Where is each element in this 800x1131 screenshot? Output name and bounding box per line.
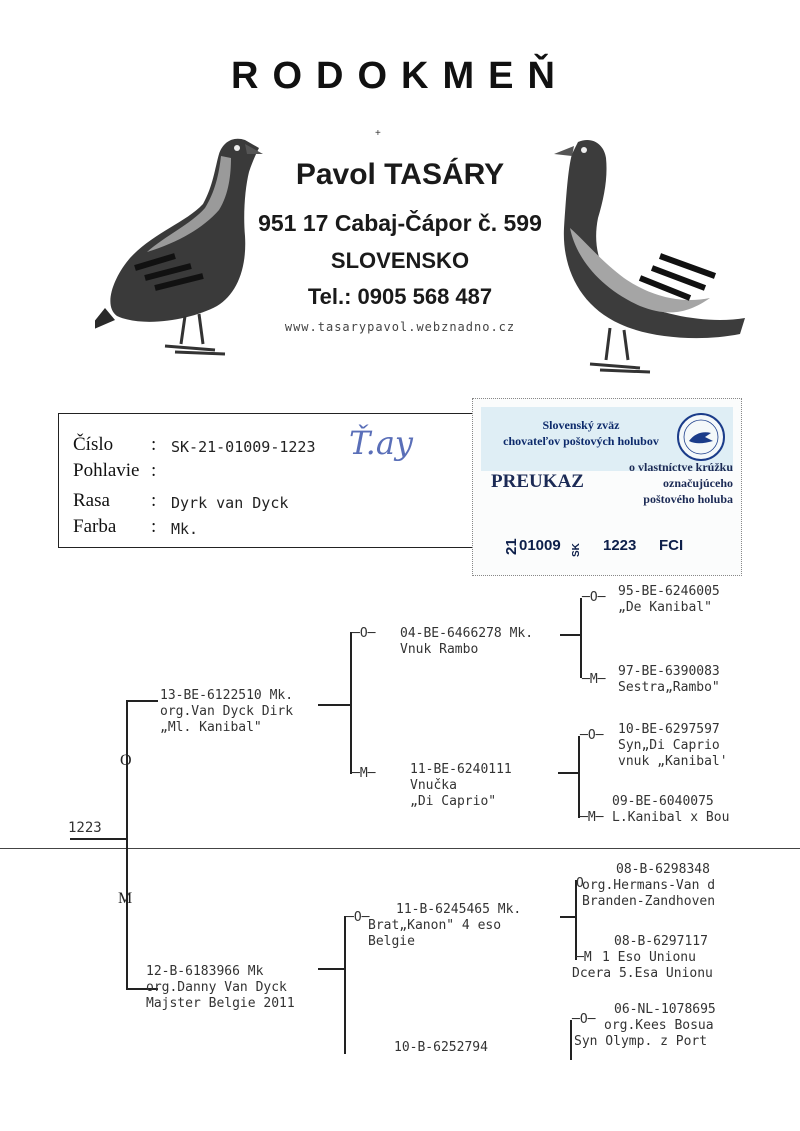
ring-number: 01009: [519, 537, 561, 554]
card-desc-line: označujúceho: [663, 476, 733, 490]
mother-entry: [146, 964, 295, 1012]
fm-ring: 11-BE-6240111: [410, 762, 512, 777]
fmf-mark: O: [587, 728, 596, 743]
card-org-name: [481, 417, 681, 449]
ring-fci: FCI: [659, 537, 684, 554]
mmf-entry: [574, 1002, 716, 1050]
fmm-entry: [612, 794, 729, 826]
ffm-mark: M: [589, 672, 598, 687]
fm-mark-line: ─M─: [352, 766, 376, 781]
mf-ring: 11-B-6245465 Mk.: [396, 902, 522, 917]
mfm-entry: [572, 934, 713, 982]
ownership-card: [472, 398, 742, 576]
mother-out-line: [318, 968, 346, 970]
fm-out-line: [558, 772, 580, 774]
mf-mark-line: ─O─: [346, 910, 370, 925]
cislo-value: SK-21-01009-1223: [171, 438, 316, 456]
mother-bracket: [344, 916, 346, 1054]
mm-entry: [394, 1040, 488, 1056]
father-mark: O: [120, 752, 132, 769]
mf-mark: O: [353, 910, 362, 925]
handwritten-signature: Ť.ay: [349, 424, 413, 462]
mother-mark: M: [118, 890, 133, 907]
ffm-mark-line: ─M─: [582, 672, 606, 687]
ff-entry: [400, 626, 533, 658]
card-org-line: Slovenský zväz: [542, 418, 620, 432]
cislo-label: Číslo: [73, 434, 114, 455]
ffm-entry: [618, 664, 720, 696]
owner-country: SLOVENSKO: [330, 248, 470, 273]
father-nickname: „Ml. Kanibal": [160, 720, 262, 735]
mf-out-line: [560, 916, 576, 918]
ff-note: Vnuk Rambo: [400, 642, 479, 657]
father-breeder: org.Van Dyck Dirk: [160, 704, 294, 719]
ff-mark-line: ─O─: [352, 626, 376, 641]
rasa-label: Rasa: [73, 490, 110, 511]
mother-note: Majster Belgie 2011: [146, 996, 295, 1011]
ring-country: SK: [571, 543, 582, 557]
fmm-mark-line: ─M─: [580, 810, 604, 825]
root-ring: 1223: [68, 820, 102, 836]
mff-ring: 08-B-6298348: [616, 862, 710, 877]
ring-year: 21: [503, 538, 520, 555]
ring-id: 1223: [603, 537, 637, 554]
card-description: [593, 459, 733, 507]
ff-bracket: [580, 598, 582, 678]
farba-value: Mk.: [171, 520, 199, 538]
mother-breeder: org.Danny Van Dyck: [146, 980, 287, 995]
fff-ring: 95-BE-6246005: [618, 584, 720, 599]
owner-name: Pavol TASÁRY: [295, 158, 505, 191]
mfm-mark: M: [583, 950, 592, 965]
mff-breeder: org.Hermans-Van d: [582, 878, 716, 893]
pohlavie-label: Pohlavie: [73, 460, 140, 481]
fmf-note2: vnuk „Kanibal': [618, 754, 728, 769]
fff-entry: [618, 584, 720, 616]
colon: :: [151, 490, 157, 511]
fm-nickname: „Di Caprio": [410, 794, 497, 809]
fmf-ring: 10-BE-6297597: [618, 722, 720, 737]
ff-out-line: [560, 634, 582, 636]
mff-entry: [582, 862, 715, 910]
fm-bracket: [578, 736, 580, 818]
father-connector: [126, 700, 158, 702]
ff-mark: O: [359, 626, 368, 641]
mm-ring: 10-B-6252794: [394, 1040, 488, 1055]
father-out-line: [318, 704, 352, 706]
mfm-note2: Dcera 5.Esa Unionu: [572, 966, 713, 981]
document-title: RODOKMEŇ: [231, 55, 569, 97]
fmf-mark-line: ─O─: [580, 728, 604, 743]
mfm-ring: 08-B-6297117: [614, 934, 708, 949]
card-desc-line: o vlastníctve krúžku: [628, 460, 733, 474]
mmf-mark: O: [579, 1012, 588, 1027]
fmm-ring: 09-BE-6040075: [612, 794, 714, 809]
father-entry: [160, 688, 293, 736]
root-connector: [70, 838, 128, 840]
fold-line: [0, 848, 800, 849]
fff-note: „De Kanibal": [618, 600, 712, 615]
fmm-mark: M: [587, 810, 596, 825]
fff-mark: O: [589, 590, 598, 605]
stray-mark: +: [375, 128, 381, 139]
fm-note: Vnučka: [410, 778, 457, 793]
mmf-breeder: org.Kees Bosua: [604, 1018, 714, 1033]
ffm-note: Sestra„Rambo": [618, 680, 720, 695]
fff-mark-line: ─O─: [582, 590, 606, 605]
fmm-note: L.Kanibal x Bou: [612, 810, 730, 825]
fmf-entry: [618, 722, 728, 770]
mf-note2: Belgie: [368, 934, 415, 949]
mff-mark: O: [576, 876, 584, 891]
owner-address: 951 17 Cabaj-Čápor č. 599: [258, 210, 542, 236]
father-ring: 13-BE-6122510 Mk.: [160, 688, 294, 703]
owner-website: www.tasarypavol.webznadno.cz: [284, 320, 516, 334]
mff-breeder2: Branden-Zandhoven: [582, 894, 716, 909]
mmf-ring: 06-NL-1078695: [614, 1002, 716, 1017]
rasa-value: Dyrk van Dyck: [171, 494, 289, 512]
colon: :: [151, 434, 157, 455]
mfm-mark-line: ─M: [576, 950, 592, 965]
colon: :: [151, 516, 157, 537]
mmf-mark-line: ─O─: [572, 1012, 596, 1027]
pigeon-info-box: [58, 413, 478, 548]
mmf-note: Syn Olymp. z Port: [574, 1034, 708, 1049]
ff-ring: 04-BE-6466278 Mk.: [400, 626, 534, 641]
card-desc-line: poštového holuba: [643, 492, 733, 506]
mother-ring: 12-B-6183966 Mk: [146, 964, 264, 979]
ffm-ring: 97-BE-6390083: [618, 664, 720, 679]
father-bracket: [350, 632, 352, 774]
mfm-note: 1 Eso Unionu: [602, 950, 696, 965]
colon: :: [151, 460, 157, 481]
dove-logo-icon: [675, 411, 727, 463]
farba-label: Farba: [73, 516, 117, 537]
parents-bracket: [126, 700, 128, 990]
fmf-note: Syn„Di Caprio: [618, 738, 720, 753]
card-title: PREUKAZ: [491, 471, 584, 492]
mf-entry: [368, 902, 521, 950]
mf-note: Brat„Kanon" 4 eso: [368, 918, 502, 933]
fm-entry: [410, 762, 512, 810]
owner-phone: Tel.: 0905 568 487: [307, 284, 493, 309]
fm-mark: M: [359, 766, 368, 781]
card-org-line: chovateľov poštových holubov: [503, 434, 659, 448]
